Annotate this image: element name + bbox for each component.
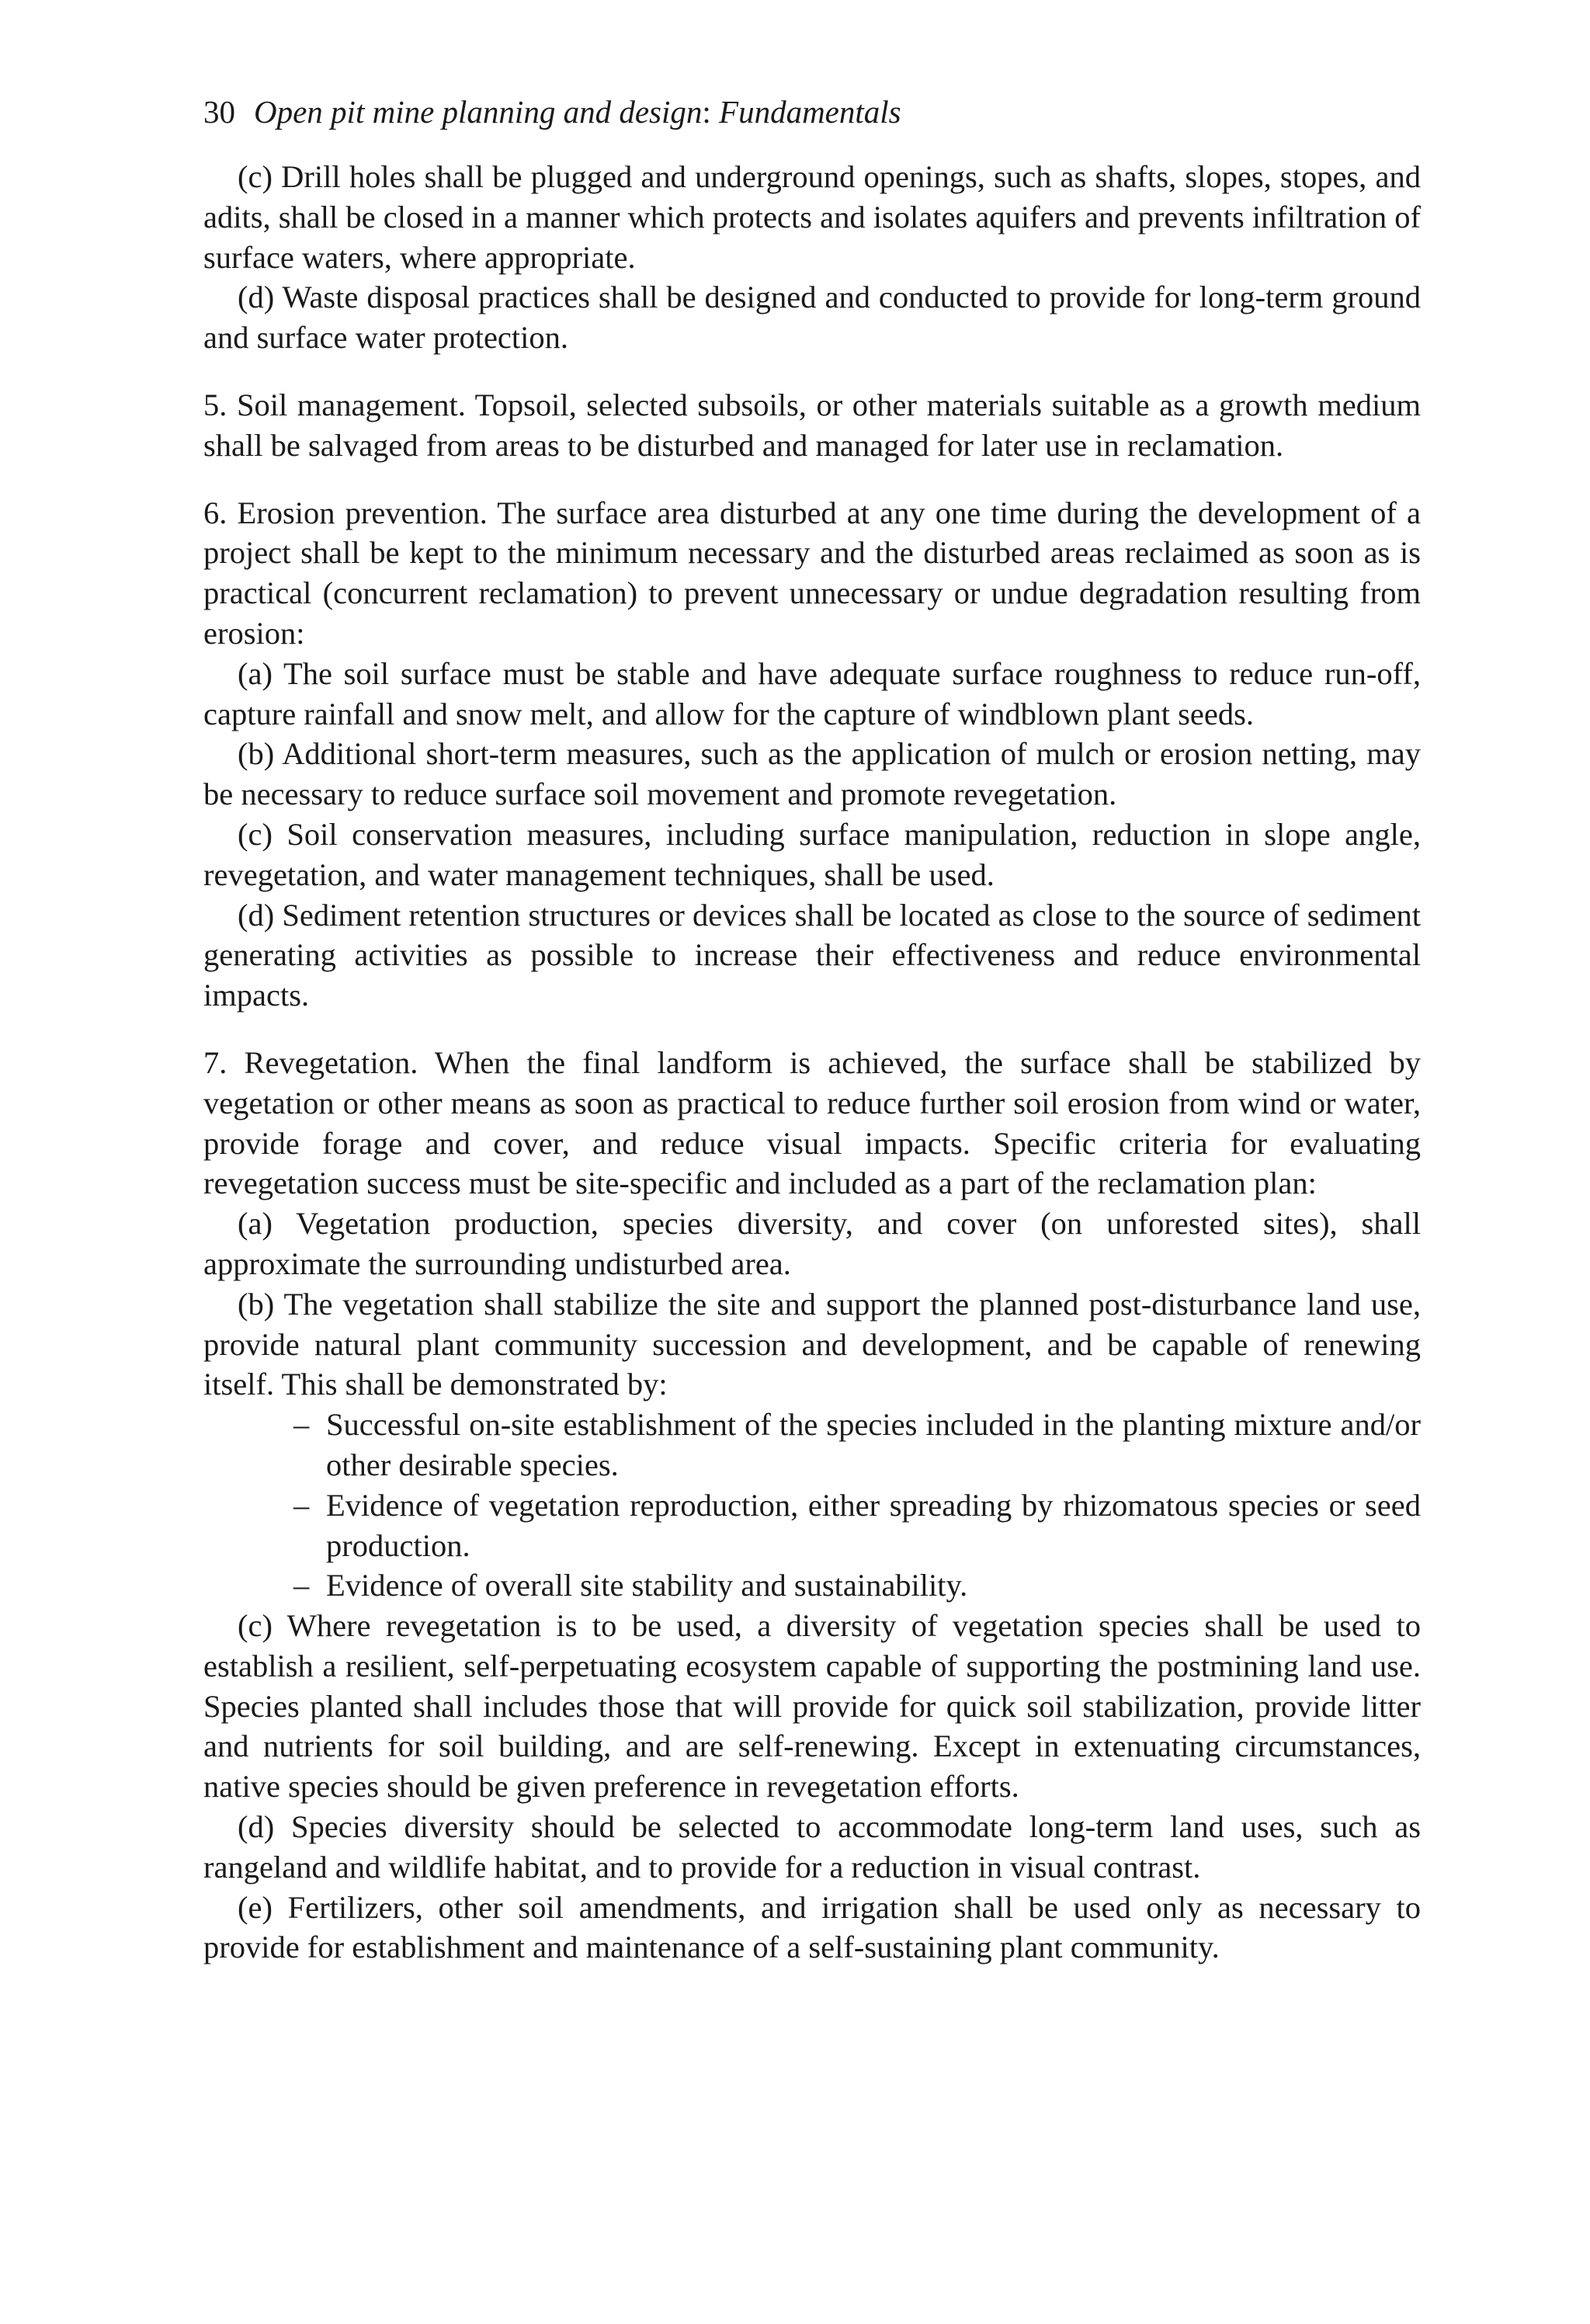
paragraph-7b: (b) The vegetation shall stabilize the site and support the planned post-disturbance land use, provide natural plant community succession and development, and be capable of renewing itself. This shall be demonstrated by:: [203, 1286, 1421, 1402]
paragraph-6c: (c) Soil conservation measures, including surface manipulation, reduction in slope angle, revegetation, and water management techniques, shall be used.: [203, 816, 1421, 892]
dash-mark: –: [293, 1487, 310, 1523]
paragraph-7d: (d) Species diversity should be selected to accommodate long-term land uses, such as rangeland and wildlife habitat, and to provide for a reduction in visual contrast.: [203, 1809, 1421, 1885]
paragraph-7a: (a) Vegetation production, species diversity, and cover (on unforested sites), shall approximate the surrounding undisturbed area.: [203, 1206, 1421, 1281]
dash-mark: –: [293, 1568, 310, 1603]
paragraph-5-soil-management: 5. Soil management. Topsoil, selected subsoils, or other materials suitable as a growth medium shall be salvaged from areas to be disturbed and managed for later use in reclamation.: [203, 387, 1421, 463]
dash-mark: –: [293, 1407, 310, 1443]
paragraph-4d: (d) Waste disposal practices shall be designed and conducted to provide for long-term ground and surface water protection.: [203, 280, 1421, 356]
list-item-text: Evidence of vegetation reproduction, either spreading by rhizomatous species or seed production.: [326, 1487, 1421, 1563]
paragraph-7-revegetation: 7. Revegetation. When the final landform is achieved, the surface shall be stabilized by vegetation or other means as soon as practical to reduce further soil erosion from wind or water, provide forage and cover, and reduce visual impacts. Specific criteria for evaluating revegetation success must be site-specific and included as a part of the reclamation plan:: [203, 1044, 1421, 1201]
book-subtitle: Fundamentals: [719, 94, 901, 130]
section-gap: [203, 1016, 1421, 1043]
title-separator: :: [702, 94, 711, 130]
running-head: [203, 92, 1421, 132]
list-item: [293, 1405, 1421, 1485]
section-gap: [203, 466, 1421, 493]
book-title: Open pit mine planning and design: [254, 94, 703, 130]
section-gap: [203, 358, 1421, 385]
paragraph-6b: (b) Additional short-term measures, such as the application of mulch or erosion netting, may be necessary to reduce surface soil movement and promote revegetation.: [203, 736, 1421, 812]
paragraph-6a: (a) The soil surface must be stable and have adequate surface roughness to reduce run-off, capture rainfall and snow melt, and allow for the capture of windblown plant seeds.: [203, 655, 1421, 731]
list-item: [293, 1485, 1421, 1566]
paragraph-6-erosion-prevention: 6. Erosion prevention. The surface area disturbed at any one time during the development of a project shall be kept to the minimum necessary and the disturbed areas reclaimed as soon as is practical (concurrent reclamation) to prevent unnecessary or undue degradation resulting from erosion:: [203, 495, 1421, 651]
paragraph-6d: (d) Sediment retention structures or devices shall be located as close to the source of sediment generating activities as possible to increase their effectiveness and reduce environmental impacts.: [203, 897, 1421, 1013]
page-number: 30: [203, 94, 235, 130]
paragraph-4c: (c) Drill holes shall be plugged and underground openings, such as shafts, slopes, stopes, and adits, shall be closed in a manner which protects and isolates aquifers and prevents infiltration of surface waters, where appropriate.: [203, 159, 1421, 275]
list-item-text: Evidence of overall site stability and sustainability.: [326, 1568, 968, 1603]
paragraph-7c: (c) Where revegetation is to be used, a diversity of vegetation species shall be used to establish a resilient, self-perpetuating ecosystem capable of supporting the postmining land use. Species planted shall includes those that will provide for quick soil stabilization, provide litter and nutrients for soil building, and are self-renewing. Except in extenuating circumstances, native species should be given preference in revegetation efforts.: [203, 1608, 1421, 1805]
list-item-text: Successful on-site establishment of the species included in the planting mixture and/or other desirable species.: [326, 1407, 1421, 1482]
list-item: [293, 1565, 1421, 1606]
book-page: [203, 92, 1421, 1968]
demonstration-list: [203, 1405, 1421, 1606]
paragraph-7e: (e) Fertilizers, other soil amendments, and irrigation shall be used only as necessary to provide for establishment and maintenance of a self-sustaining plant community.: [203, 1889, 1421, 1965]
